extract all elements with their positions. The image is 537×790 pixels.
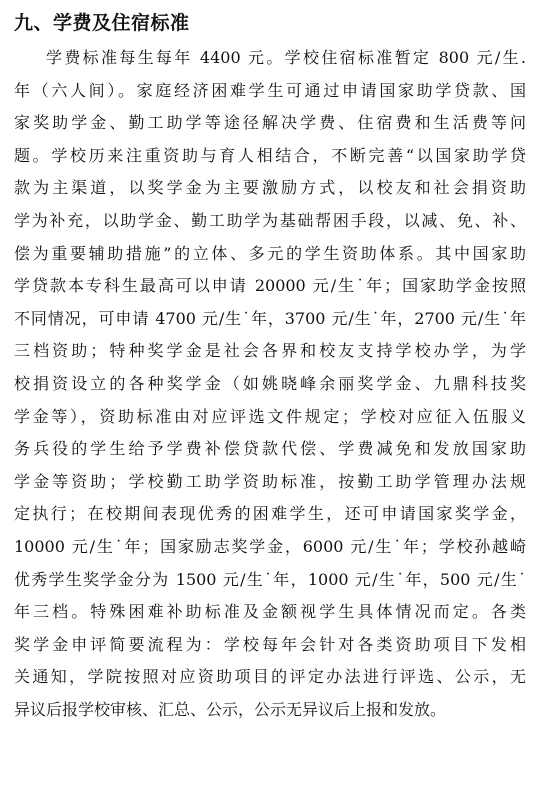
paragraph-line: 款为主渠道，以奖学金为主要激励方式，以校友和社会捐资助 — [14, 178, 526, 198]
paragraph-line: 奖学金申评简要流程为：学校每年会针对各类资助项目下发相 — [14, 634, 526, 654]
paragraph-line: 年（六人间）。家庭经济困难学生可通过申请国家助学贷款、国 — [14, 80, 526, 100]
section-heading: 九、学费及住宿标准 — [14, 12, 190, 34]
paragraph-line: 关通知，学院按照对应资助项目的评定办法进行评选、公示，无 — [14, 667, 526, 687]
paragraph-line: 家奖助学金、勤工助学等途径解决学费、住宿费和生活费等问 — [14, 113, 526, 133]
paragraph-line: 学为补充，以助学金、勤工助学为基础帮困手段，以减、免、补、 — [14, 210, 526, 230]
paragraph-line: 题。学校历来注重资助与育人相结合，不断完善“以国家助学贷 — [14, 145, 526, 165]
paragraph-body — [14, 42, 526, 726]
paragraph-line: 三档资助；特种奖学金是社会各界和校友支持学校办学，为学 — [14, 341, 526, 361]
paragraph-line: 学金等），资助标准由对应评选文件规定；学校对应征入伍服义 — [14, 406, 526, 426]
paragraph-line: 优秀学生奖学金分为 1500 元/生˙年，1000 元/生˙年，500 元/生˙ — [14, 569, 526, 589]
paragraph-line: 年三档。特殊困难补助标准及金额视学生具体情况而定。各类 — [14, 602, 526, 622]
paragraph-line: 不同情况，可申请 4700 元/生˙年，3700 元/生˙年，2700 元/生˙年 — [14, 308, 526, 328]
paragraph-line: 学金等资助；学校勤工助学资助标准，按勤工助学管理办法规 — [14, 471, 526, 491]
paragraph-line: 异议后报学校审核、汇总、公示，公示无异议后上报和发放。 — [14, 699, 447, 719]
paragraph-line: 校捐资设立的各种奖学金（如姚晓峰余丽奖学金、九鼎科技奖 — [14, 373, 526, 393]
paragraph-line: 定执行；在校期间表现优秀的困难学生，还可申请国家奖学金， — [14, 504, 526, 524]
paragraph-line: 务兵役的学生给予学费补偿贷款代偿、学费减免和发放国家助 — [14, 439, 526, 459]
paragraph-line: 学贷款本专科生最高可以申请 20000 元/生˙年；国家助学金按照 — [14, 276, 526, 296]
paragraph-line: 偿为重要辅助措施”的立体、多元的学生资助体系。其中国家助 — [14, 243, 526, 263]
paragraph-line: 学费标准每生每年 4400 元。学校住宿标准暂定 800 元/生. — [46, 48, 526, 67]
paragraph-line: 10000 元/生˙年；国家励志奖学金，6000 元/生˙年；学校孙越崎 — [14, 536, 526, 556]
